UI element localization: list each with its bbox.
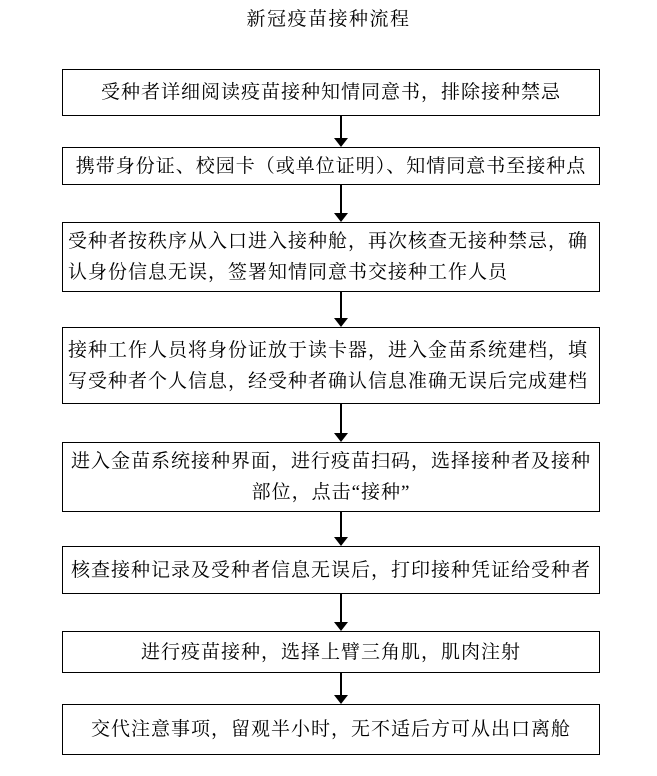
flow-step-6-text: 核查接种记录及受种者信息无误后，打印接种凭证给受种者 — [70, 559, 591, 581]
arrow-head-icon — [334, 318, 348, 327]
flow-step-4 — [62, 327, 600, 404]
flow-step-5-text-line2: 部位，点击“接种” — [251, 482, 411, 503]
arrow-head-icon — [334, 213, 348, 222]
down-arrow-1 — [334, 116, 348, 147]
arrow-shaft — [340, 404, 342, 434]
arrow-head-icon — [334, 695, 348, 704]
arrow-head-icon — [334, 537, 348, 546]
flow-step-2-text: 携带身份证、校园卡（或单位证明）、知情同意书至接种点 — [75, 155, 587, 177]
flow-step-4-text-line2: 写受种者个人信息，经受种者确认信息准确无误后完成建档 — [68, 370, 589, 392]
down-arrow-5 — [334, 512, 348, 546]
flow-step-6 — [62, 546, 600, 594]
arrow-head-icon — [334, 622, 348, 631]
flow-step-7-text: 进行疫苗接种，选择上臂三角肌，肌肉注射 — [140, 641, 521, 663]
flow-step-1-text: 受种者详细阅读疫苗接种知情同意书，排除接种禁忌 — [100, 82, 561, 103]
arrow-shaft — [340, 116, 342, 139]
flow-step-8 — [62, 704, 600, 755]
flow-step-3-text-line1: 受种者按秩序从入口进入接种舱，再次核查无接种禁忌，确 — [68, 231, 589, 252]
flow-step-8-text: 交代注意事项，留观半小时，无不适后方可从出口离舱 — [90, 719, 571, 740]
arrow-shaft — [340, 512, 342, 538]
arrow-shaft — [340, 673, 342, 696]
flow-step-3 — [62, 222, 600, 292]
arrow-shaft — [340, 292, 342, 319]
flow-step-7 — [62, 631, 600, 673]
arrow-head-icon — [334, 433, 348, 442]
down-arrow-7 — [334, 673, 348, 704]
arrow-head-icon — [334, 138, 348, 147]
flow-step-2 — [62, 147, 600, 185]
down-arrow-4 — [334, 404, 348, 442]
flow-step-3-text-line2: 认身份信息无误，签署知情同意书交接种工作人员 — [68, 262, 509, 283]
arrow-shaft — [340, 594, 342, 623]
down-arrow-3 — [334, 292, 348, 327]
flow-step-1 — [62, 69, 600, 116]
flow-step-5 — [62, 442, 600, 512]
flow-step-4-text-line1: 接种工作人员将身份证放于读卡器，进入金苗系统建档，填 — [68, 339, 589, 361]
arrow-shaft — [340, 185, 342, 214]
down-arrow-2 — [334, 185, 348, 222]
flow-step-5-text-line1: 进入金苗系统接种界面，进行疫苗扫码，选择接种者及接种 — [70, 451, 591, 472]
down-arrow-6 — [334, 594, 348, 631]
page-title: 新冠疫苗接种流程 — [246, 9, 411, 30]
